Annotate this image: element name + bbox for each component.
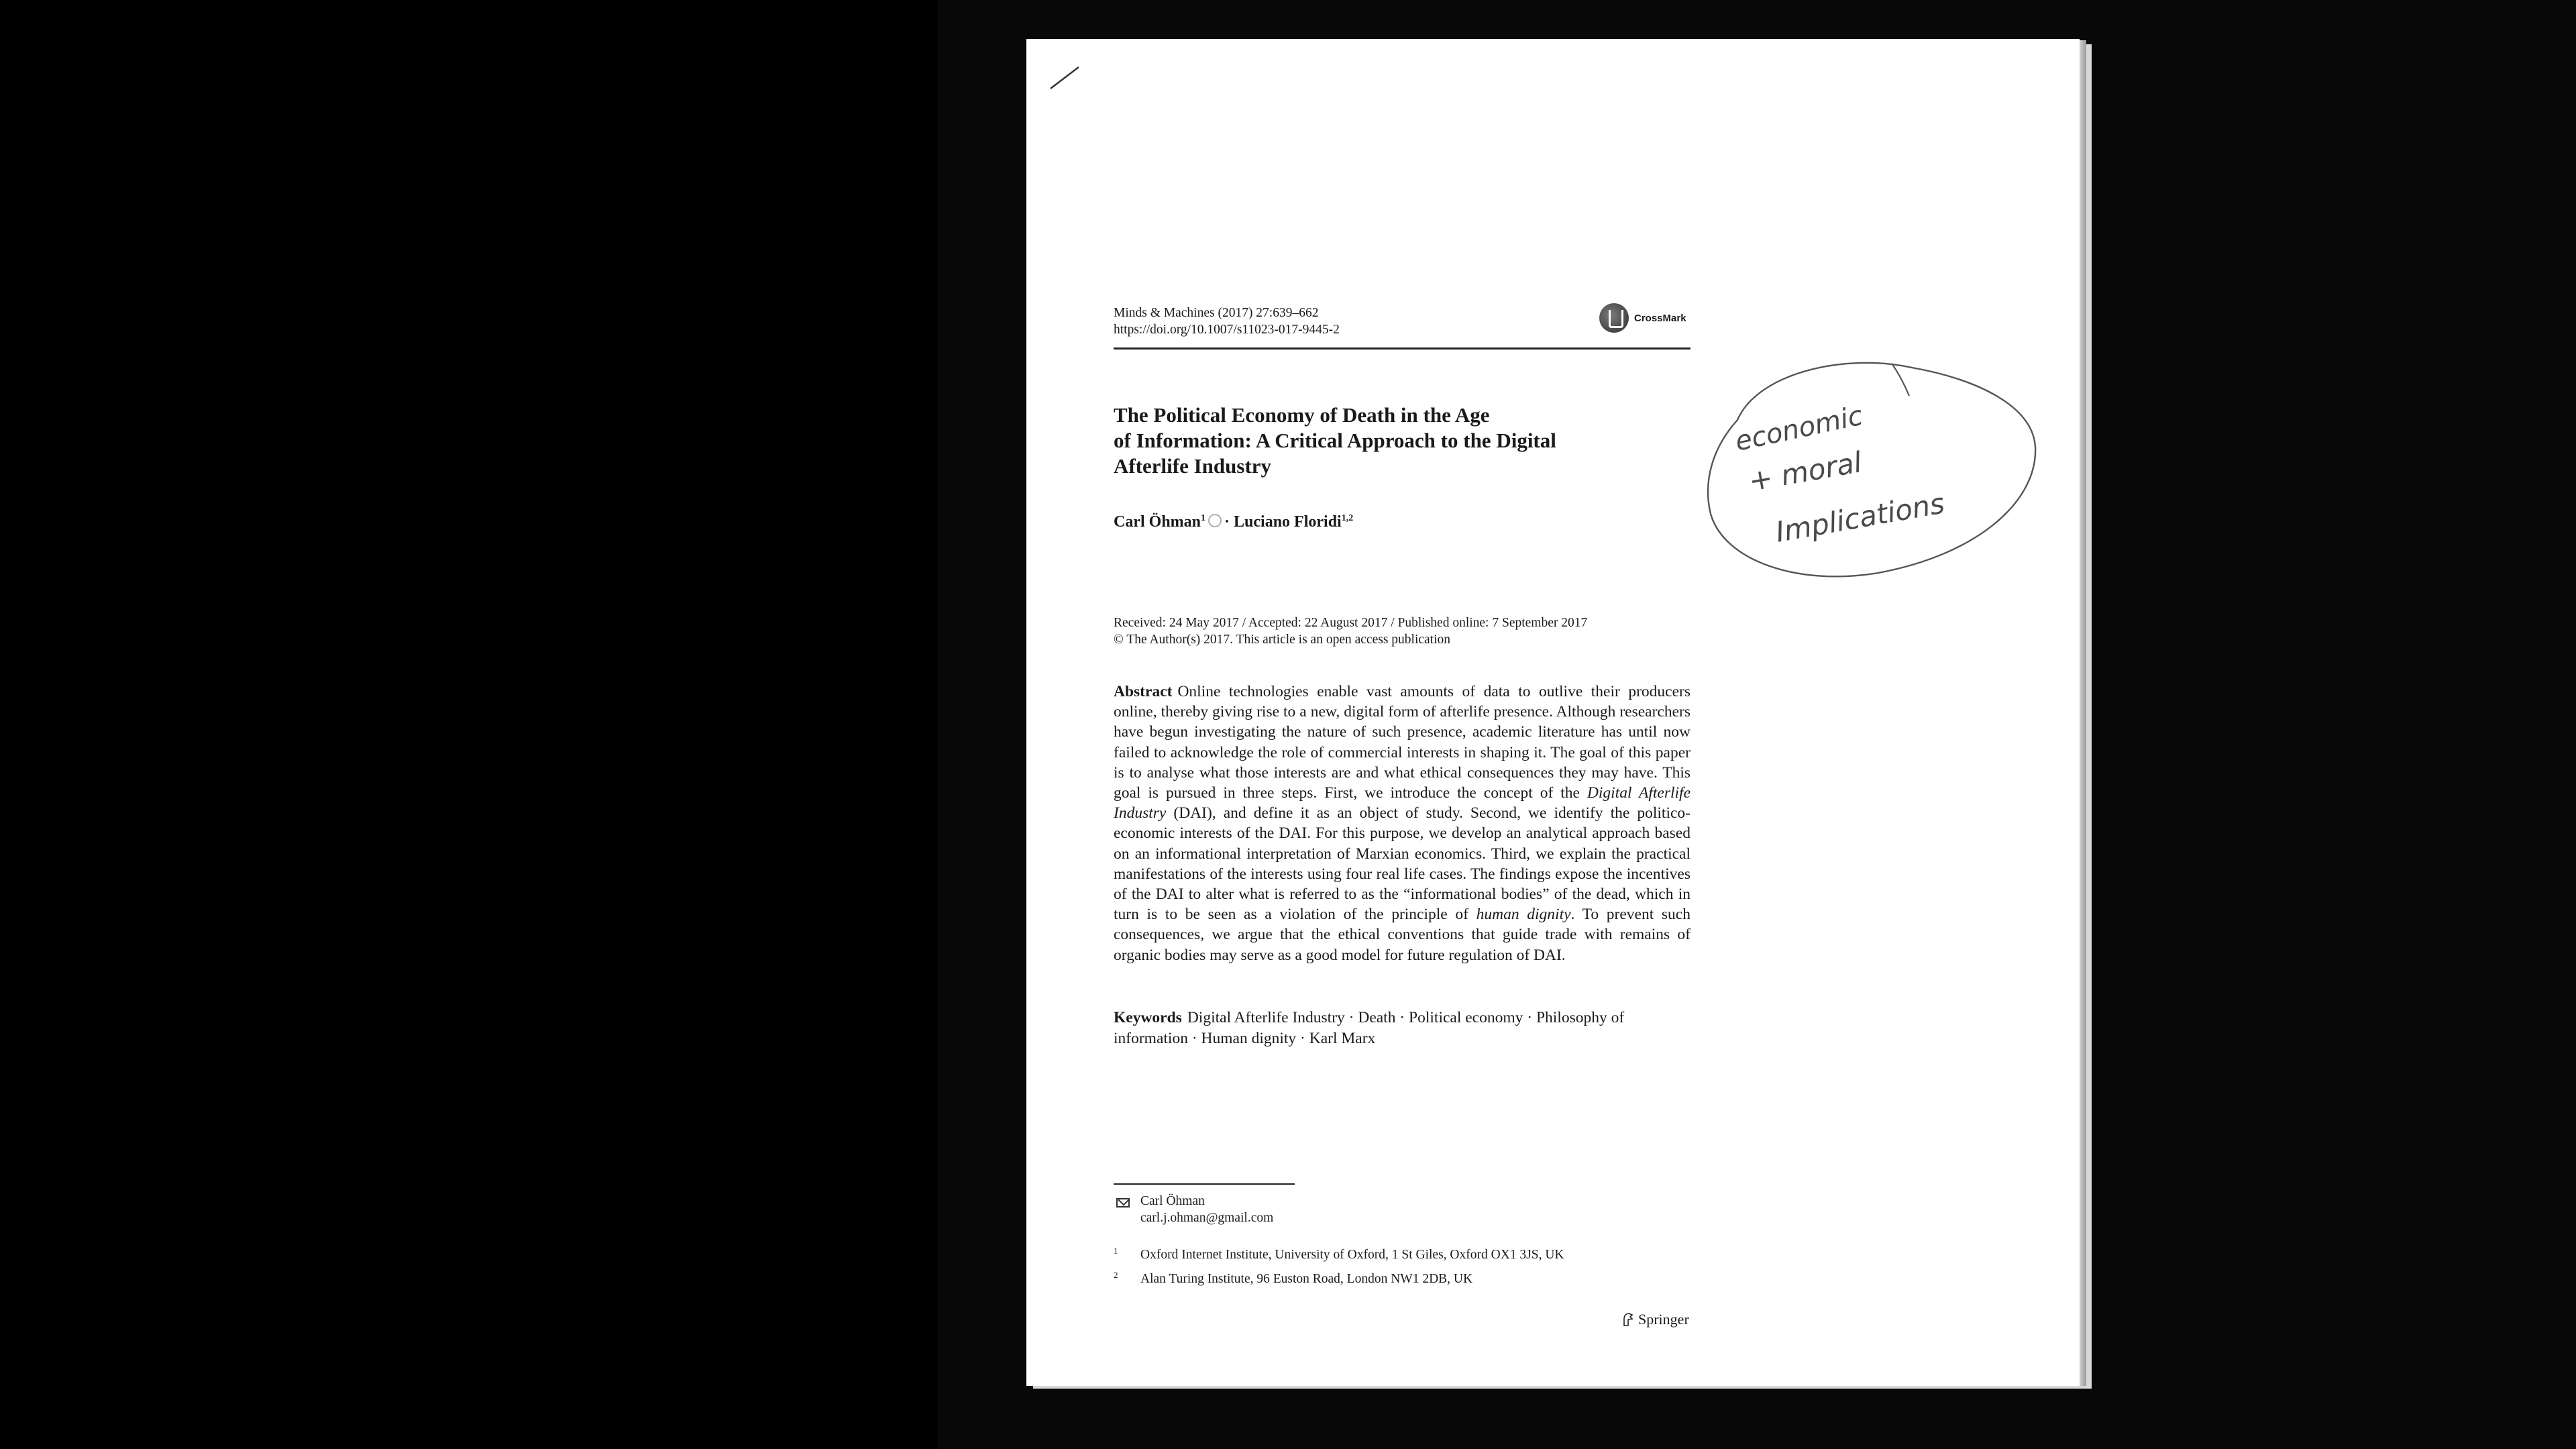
crossmark-label: CrossMark	[1634, 312, 1686, 324]
crossmark-icon	[1599, 303, 1629, 333]
keywords-text: Digital Afterlife Industry · Death · Political economy · Philosophy of information · Human dignity · Karl Marx	[1114, 1009, 1625, 1047]
corr-email[interactable]: carl.j.ohman@gmail.com	[1140, 1211, 1274, 1225]
author-list	[1114, 508, 1690, 532]
article-title	[1114, 402, 1650, 479]
affiliation-1	[1114, 1246, 1690, 1263]
journal-doi[interactable]: https://doi.org/10.1007/s11023-017-9445-2	[1114, 323, 1340, 337]
journal-citation: Minds & Machines (2017) 27:639–662	[1114, 306, 1319, 320]
affiliation-2	[1114, 1271, 1690, 1287]
handwritten-annotation	[1697, 333, 2046, 628]
abstract-text: (DAI), and define it as an object of study. Second, we identify the politico-economic interests of the DAI. For this purpose, we develop an analytical approach based on an informational interpretation of Marxian economics. Third, we explain the practical manifestations of the interests using four real life cases. The findings expose the incentives of the DAI to alter what is referred to as the “informational bodies” of the dead, which in turn is to be seen as a violation of the principle of	[1114, 804, 1690, 924]
copyright-line: © The Author(s) 2017. This article is an open access publication	[1114, 633, 1451, 647]
springer-logo	[1622, 1311, 1689, 1328]
author-separator: ·	[1224, 513, 1230, 531]
keywords-label: Keywords	[1114, 1009, 1182, 1026]
envelope-icon	[1116, 1198, 1130, 1208]
abstract-emphasis: human dignity	[1476, 906, 1571, 924]
pencil-tick-mark	[1049, 66, 1080, 90]
abstract-text: . To prevent such consequences, we argue that the ethical conventions that guide trade with remains of organic bodies may serve as a good model for future regulation of DAI.	[1114, 906, 1690, 964]
abstract	[1114, 682, 1690, 965]
affiliation-number: 1	[1114, 1246, 1118, 1256]
orcid-icon[interactable]	[1208, 514, 1222, 527]
title-line: Afterlife Industry	[1114, 454, 1272, 478]
abstract-label: Abstract	[1114, 683, 1173, 700]
springer-label: Springer	[1638, 1311, 1689, 1328]
publication-history	[1114, 614, 1690, 648]
springer-horse-icon	[1622, 1312, 1634, 1327]
corr-name: Carl Öhman	[1140, 1194, 1205, 1208]
dates-line: Received: 24 May 2017 / Accepted: 22 August 2017 / Published online: 7 September 2017	[1114, 616, 1588, 630]
abstract-text: Online technologies enable vast amounts of data to outlive their producers online, thereby giving rise to a new, digital form of afterlife presence. Although researchers have begun investigating the nature of such presence, academic literature has until now failed to acknowledge the role of commercial interests in shaping it. The goal of this paper is to analyse what those interests are and what ethical consequences they may have. This goal is pursued in three steps. First, we introduce the concept of the	[1114, 683, 1690, 802]
crossmark-badge[interactable]	[1599, 301, 1700, 335]
scanned-page	[1026, 39, 2080, 1386]
annotation-line: + moral	[1746, 445, 1864, 498]
affiliation-text: Oxford Internet Institute, University of Oxford, 1 St Giles, Oxford OX1 3JS, UK	[1140, 1248, 1564, 1262]
author-name: Carl Öhman	[1114, 513, 1201, 531]
keywords	[1114, 1008, 1690, 1049]
annotation-line: Implications	[1773, 486, 1947, 549]
header-rule	[1114, 347, 1690, 350]
title-line: of Information: A Critical Approach to the Digital	[1114, 429, 1556, 452]
author-affil-sup: 1,2	[1341, 513, 1354, 523]
author-name: Luciano Floridi	[1234, 513, 1342, 531]
footnote-rule	[1114, 1183, 1295, 1185]
affiliation-text: Alan Turing Institute, 96 Euston Road, London NW1 2DB, UK	[1140, 1272, 1473, 1286]
annotation-line: economic	[1732, 400, 1866, 458]
correspondence	[1114, 1193, 1650, 1226]
affiliation-number: 2	[1114, 1270, 1118, 1280]
title-line: The Political Economy of Death in the Age	[1114, 403, 1490, 427]
abstract-emphasis: Digital Afterlife Industry	[1114, 784, 1691, 822]
author-affil-sup: 1	[1201, 513, 1206, 523]
